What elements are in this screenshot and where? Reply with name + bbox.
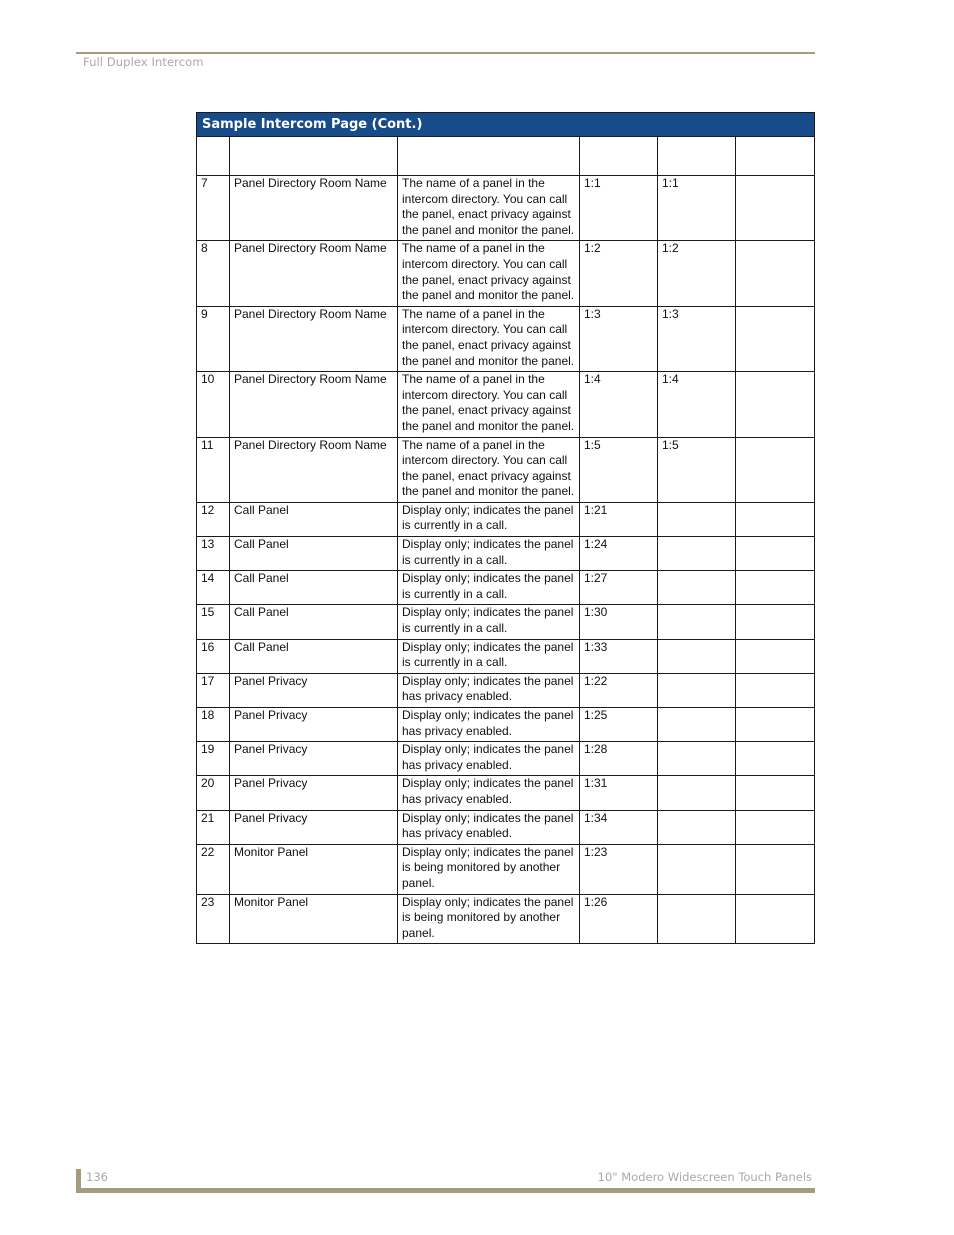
- row-number-cell: 20: [197, 776, 230, 810]
- blank-cell: [398, 137, 580, 176]
- table-row: [197, 372, 815, 437]
- description-cell: Display only; indicates the panel has privacy enabled.: [398, 673, 580, 707]
- row-number-cell: 15: [197, 605, 230, 639]
- header-rule: [76, 52, 815, 54]
- table-row: [197, 176, 815, 241]
- code-cell: 1:27: [580, 571, 658, 605]
- table-row: [197, 673, 815, 707]
- description-cell: Display only; indicates the panel is currently in a call.: [398, 502, 580, 536]
- channel-cell: 1:1: [658, 176, 736, 241]
- code-cell: 1:34: [580, 810, 658, 844]
- name-cell: Panel Directory Room Name: [230, 241, 398, 306]
- description-cell: Display only; indicates the panel is being monitored by another panel.: [398, 844, 580, 894]
- description-cell: Display only; indicates the panel is currently in a call.: [398, 605, 580, 639]
- code-cell: 1:31: [580, 776, 658, 810]
- code-cell: 1:33: [580, 639, 658, 673]
- extra-cell: [736, 742, 815, 776]
- name-cell: Panel Directory Room Name: [230, 306, 398, 371]
- channel-cell: [658, 894, 736, 944]
- description-cell: Display only; indicates the panel has privacy enabled.: [398, 776, 580, 810]
- footer-rule: [76, 1188, 815, 1193]
- code-cell: 1:24: [580, 537, 658, 571]
- extra-cell: [736, 537, 815, 571]
- extra-cell: [736, 176, 815, 241]
- table-caption: Sample Intercom Page (Cont.): [197, 113, 815, 137]
- row-number-cell: 19: [197, 742, 230, 776]
- extra-cell: [736, 810, 815, 844]
- extra-cell: [736, 639, 815, 673]
- channel-cell: [658, 776, 736, 810]
- name-cell: Panel Directory Room Name: [230, 176, 398, 241]
- table-row: [197, 437, 815, 502]
- code-cell: 1:26: [580, 894, 658, 944]
- blank-cell: [736, 137, 815, 176]
- description-cell: Display only; indicates the panel has privacy enabled.: [398, 810, 580, 844]
- description-cell: Display only; indicates the panel has privacy enabled.: [398, 708, 580, 742]
- row-number-cell: 12: [197, 502, 230, 536]
- code-cell: 1:30: [580, 605, 658, 639]
- code-cell: 1:1: [580, 176, 658, 241]
- channel-cell: [658, 708, 736, 742]
- name-cell: Call Panel: [230, 571, 398, 605]
- description-cell: The name of a panel in the intercom directory. You can call the panel, enact privacy against the panel and monitor the panel.: [398, 241, 580, 306]
- extra-cell: [736, 844, 815, 894]
- channel-cell: [658, 639, 736, 673]
- description-cell: Display only; indicates the panel is being monitored by another panel.: [398, 894, 580, 944]
- name-cell: Panel Privacy: [230, 742, 398, 776]
- running-header: Full Duplex Intercom: [83, 55, 204, 69]
- name-cell: Panel Privacy: [230, 673, 398, 707]
- code-cell: 1:25: [580, 708, 658, 742]
- page-number: 136: [86, 1170, 108, 1184]
- name-cell: Call Panel: [230, 502, 398, 536]
- table-row: [197, 241, 815, 306]
- name-cell: Monitor Panel: [230, 844, 398, 894]
- row-number-cell: 22: [197, 844, 230, 894]
- table-row: [197, 605, 815, 639]
- channel-cell: [658, 742, 736, 776]
- row-number-cell: 13: [197, 537, 230, 571]
- extra-cell: [736, 571, 815, 605]
- description-cell: Display only; indicates the panel has privacy enabled.: [398, 742, 580, 776]
- description-cell: The name of a panel in the intercom directory. You can call the panel, enact privacy against the panel and monitor the panel.: [398, 176, 580, 241]
- name-cell: Panel Directory Room Name: [230, 437, 398, 502]
- extra-cell: [736, 894, 815, 944]
- channel-cell: 1:5: [658, 437, 736, 502]
- table-row: [197, 306, 815, 371]
- description-cell: The name of a panel in the intercom directory. You can call the panel, enact privacy against the panel and monitor the panel.: [398, 306, 580, 371]
- blank-cell: [580, 137, 658, 176]
- row-number-cell: 21: [197, 810, 230, 844]
- code-cell: 1:4: [580, 372, 658, 437]
- description-cell: The name of a panel in the intercom directory. You can call the panel, enact privacy against the panel and monitor the panel.: [398, 437, 580, 502]
- table-row: [197, 894, 815, 944]
- table-body: [197, 137, 815, 944]
- blank-cell: [230, 137, 398, 176]
- channel-cell: [658, 537, 736, 571]
- channel-cell: [658, 844, 736, 894]
- name-cell: Panel Privacy: [230, 810, 398, 844]
- extra-cell: [736, 241, 815, 306]
- code-cell: 1:21: [580, 502, 658, 536]
- name-cell: Call Panel: [230, 605, 398, 639]
- row-number-cell: 11: [197, 437, 230, 502]
- description-cell: Display only; indicates the panel is currently in a call.: [398, 571, 580, 605]
- code-cell: 1:3: [580, 306, 658, 371]
- channel-cell: [658, 810, 736, 844]
- row-number-cell: 14: [197, 571, 230, 605]
- table-row: [197, 742, 815, 776]
- channel-cell: [658, 673, 736, 707]
- code-cell: 1:22: [580, 673, 658, 707]
- blank-header-row: [197, 137, 815, 176]
- name-cell: Panel Privacy: [230, 708, 398, 742]
- name-cell: Panel Directory Room Name: [230, 372, 398, 437]
- row-number-cell: 17: [197, 673, 230, 707]
- extra-cell: [736, 673, 815, 707]
- channel-cell: 1:3: [658, 306, 736, 371]
- channel-cell: [658, 605, 736, 639]
- table-row: [197, 502, 815, 536]
- description-cell: The name of a panel in the intercom directory. You can call the panel, enact privacy against the panel and monitor the panel.: [398, 372, 580, 437]
- sample-intercom-table: [196, 112, 815, 944]
- extra-cell: [736, 502, 815, 536]
- channel-cell: 1:2: [658, 241, 736, 306]
- blank-cell: [658, 137, 736, 176]
- name-cell: Monitor Panel: [230, 894, 398, 944]
- table-row: [197, 776, 815, 810]
- extra-cell: [736, 306, 815, 371]
- name-cell: Panel Privacy: [230, 776, 398, 810]
- extra-cell: [736, 776, 815, 810]
- table-row: [197, 844, 815, 894]
- row-number-cell: 10: [197, 372, 230, 437]
- code-cell: 1:28: [580, 742, 658, 776]
- code-cell: 1:5: [580, 437, 658, 502]
- code-cell: 1:2: [580, 241, 658, 306]
- channel-cell: [658, 502, 736, 536]
- row-number-cell: 7: [197, 176, 230, 241]
- table-row: [197, 810, 815, 844]
- extra-cell: [736, 372, 815, 437]
- description-cell: Display only; indicates the panel is currently in a call.: [398, 537, 580, 571]
- running-footer: 10" Modero Widescreen Touch Panels: [597, 1170, 812, 1184]
- name-cell: Call Panel: [230, 537, 398, 571]
- code-cell: 1:23: [580, 844, 658, 894]
- extra-cell: [736, 437, 815, 502]
- row-number-cell: 8: [197, 241, 230, 306]
- table-row: [197, 571, 815, 605]
- table-row: [197, 639, 815, 673]
- description-cell: Display only; indicates the panel is currently in a call.: [398, 639, 580, 673]
- row-number-cell: 9: [197, 306, 230, 371]
- intercom-table-container: [196, 112, 814, 944]
- table-row: [197, 537, 815, 571]
- row-number-cell: 16: [197, 639, 230, 673]
- channel-cell: [658, 571, 736, 605]
- name-cell: Call Panel: [230, 639, 398, 673]
- table-row: [197, 708, 815, 742]
- extra-cell: [736, 708, 815, 742]
- row-number-cell: 23: [197, 894, 230, 944]
- extra-cell: [736, 605, 815, 639]
- blank-cell: [197, 137, 230, 176]
- row-number-cell: 18: [197, 708, 230, 742]
- channel-cell: 1:4: [658, 372, 736, 437]
